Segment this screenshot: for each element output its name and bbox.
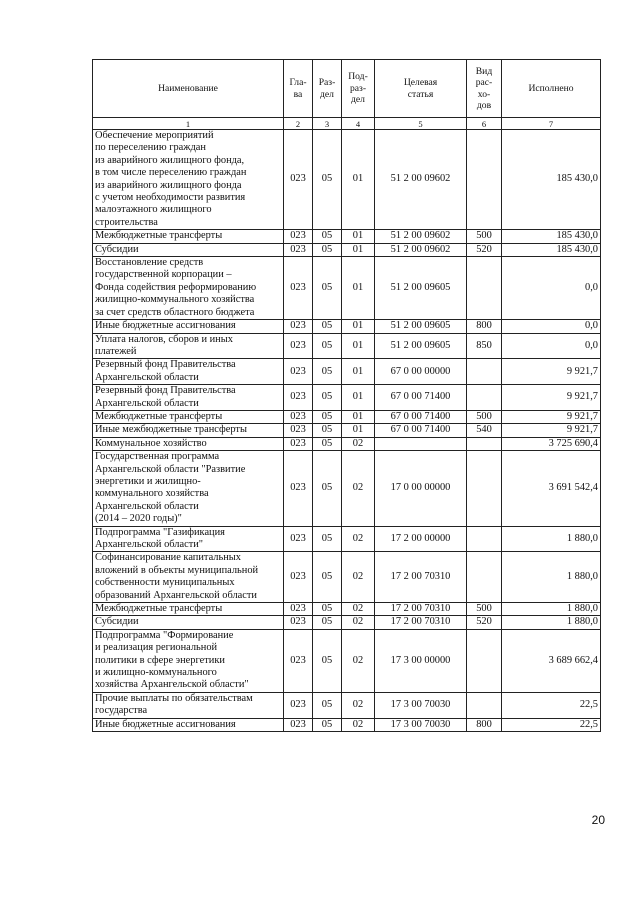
cell-amount: 9 921,7 [502, 410, 601, 423]
column-number: 7 [502, 118, 601, 130]
cell-amount: 3 691 542,4 [502, 451, 601, 526]
cell-amount: 0,0 [502, 257, 601, 320]
cell-razdel: 05 [313, 629, 342, 692]
cell-vid [467, 451, 502, 526]
cell-article: 17 0 00 00000 [375, 451, 467, 526]
cell-razdel: 05 [313, 692, 342, 718]
cell-razdel: 05 [313, 333, 342, 359]
cell-podrazdel: 01 [342, 230, 375, 243]
column-number-row [93, 118, 601, 130]
cell-razdel: 05 [313, 437, 342, 450]
cell-amount: 185 430,0 [502, 230, 601, 243]
table-row [93, 424, 601, 437]
cell-vid: 520 [467, 616, 502, 629]
cell-amount: 1 880,0 [502, 616, 601, 629]
cell-podrazdel: 01 [342, 243, 375, 256]
cell-razdel: 05 [313, 385, 342, 411]
cell-vid [467, 629, 502, 692]
cell-name: Государственная программа Архангельской области "Развитие энергетики и жилищно- коммунального хозяйства Архангельской области (2014 – 2020 годы)" [93, 451, 284, 526]
cell-podrazdel: 01 [342, 130, 375, 230]
budget-table [92, 59, 601, 732]
column-number: 2 [284, 118, 313, 130]
cell-amount: 0,0 [502, 320, 601, 333]
cell-article: 51 2 00 09605 [375, 320, 467, 333]
cell-name: Иные бюджетные ассигнования [93, 718, 284, 731]
table-row [93, 230, 601, 243]
cell-razdel: 05 [313, 552, 342, 603]
table-row [93, 629, 601, 692]
cell-name: Восстановление средств государственной корпорации – Фонда содействия реформированию жилищно-коммунального хозяйства за счет средств областного бюджета [93, 257, 284, 320]
cell-article: 67 0 00 71400 [375, 385, 467, 411]
cell-article: 51 2 00 09602 [375, 130, 467, 230]
column-number: 4 [342, 118, 375, 130]
table-row [93, 526, 601, 552]
cell-glava: 023 [284, 320, 313, 333]
cell-article: 51 2 00 09605 [375, 333, 467, 359]
cell-amount: 9 921,7 [502, 385, 601, 411]
cell-vid [467, 257, 502, 320]
cell-razdel: 05 [313, 718, 342, 731]
cell-glava: 023 [284, 603, 313, 616]
table-row [93, 320, 601, 333]
cell-glava: 023 [284, 359, 313, 385]
cell-article: 17 2 00 70310 [375, 552, 467, 603]
cell-amount: 22,5 [502, 692, 601, 718]
cell-name: Иные бюджетные ассигнования [93, 320, 284, 333]
cell-vid [467, 385, 502, 411]
table-row [93, 130, 601, 230]
cell-article: 51 2 00 09605 [375, 257, 467, 320]
cell-article: 51 2 00 09602 [375, 230, 467, 243]
cell-podrazdel: 01 [342, 333, 375, 359]
cell-vid [467, 526, 502, 552]
cell-podrazdel: 01 [342, 320, 375, 333]
cell-amount: 9 921,7 [502, 424, 601, 437]
cell-podrazdel: 02 [342, 451, 375, 526]
cell-glava: 023 [284, 692, 313, 718]
cell-article: 67 0 00 00000 [375, 359, 467, 385]
cell-glava: 023 [284, 385, 313, 411]
column-number: 6 [467, 118, 502, 130]
cell-vid [467, 552, 502, 603]
table-row [93, 603, 601, 616]
cell-glava: 023 [284, 437, 313, 450]
cell-amount: 9 921,7 [502, 359, 601, 385]
cell-vid: 500 [467, 603, 502, 616]
cell-vid [467, 437, 502, 450]
cell-razdel: 05 [313, 130, 342, 230]
cell-article: 67 0 00 71400 [375, 424, 467, 437]
cell-name: Обеспечение мероприятий по переселению граждан из аварийного жилищного фонда, в том числе переселению граждан из аварийного жилищного фонда с учетом необходимости развития малоэтажного жилищного строительства [93, 130, 284, 230]
cell-article: 17 3 00 00000 [375, 629, 467, 692]
cell-glava: 023 [284, 424, 313, 437]
cell-article: 51 2 00 09602 [375, 243, 467, 256]
table-row [93, 451, 601, 526]
cell-vid: 500 [467, 230, 502, 243]
table-row [93, 616, 601, 629]
cell-razdel: 05 [313, 616, 342, 629]
cell-razdel: 05 [313, 603, 342, 616]
header-name: Наименование [93, 60, 284, 118]
cell-glava: 023 [284, 410, 313, 423]
cell-name: Субсидии [93, 243, 284, 256]
cell-podrazdel: 02 [342, 552, 375, 603]
cell-article [375, 437, 467, 450]
cell-glava: 023 [284, 257, 313, 320]
column-number: 1 [93, 118, 284, 130]
cell-article: 17 2 00 70310 [375, 616, 467, 629]
cell-amount: 22,5 [502, 718, 601, 731]
cell-glava: 023 [284, 333, 313, 359]
table-row [93, 552, 601, 603]
cell-name: Иные межбюджетные трансферты [93, 424, 284, 437]
cell-amount: 1 880,0 [502, 552, 601, 603]
cell-podrazdel: 01 [342, 424, 375, 437]
cell-name: Прочие выплаты по обязательствам государства [93, 692, 284, 718]
header-podrazdel: Под- раз- дел [342, 60, 375, 118]
cell-razdel: 05 [313, 257, 342, 320]
table-row [93, 385, 601, 411]
cell-name: Межбюджетные трансферты [93, 410, 284, 423]
cell-razdel: 05 [313, 451, 342, 526]
cell-podrazdel: 01 [342, 385, 375, 411]
cell-podrazdel: 01 [342, 410, 375, 423]
cell-amount: 3 689 662,4 [502, 629, 601, 692]
table-row [93, 243, 601, 256]
table-row [93, 718, 601, 731]
cell-glava: 023 [284, 718, 313, 731]
table-row [93, 410, 601, 423]
header-amount: Исполнено [502, 60, 601, 118]
cell-amount: 0,0 [502, 333, 601, 359]
table-row [93, 359, 601, 385]
cell-vid: 800 [467, 320, 502, 333]
cell-name: Софинансирование капитальных вложений в объекты муниципальной собственности муниципальных образований Архангельской области [93, 552, 284, 603]
column-number: 3 [313, 118, 342, 130]
cell-podrazdel: 02 [342, 526, 375, 552]
cell-name: Подпрограмма "Формирование и реализация региональной политики в сфере энергетики и жилищно-коммунального хозяйства Архангельской области" [93, 629, 284, 692]
table-row [93, 692, 601, 718]
cell-glava: 023 [284, 230, 313, 243]
cell-amount: 3 725 690,4 [502, 437, 601, 450]
table-row [93, 257, 601, 320]
cell-glava: 023 [284, 130, 313, 230]
cell-amount: 1 880,0 [502, 603, 601, 616]
column-number: 5 [375, 118, 467, 130]
table-row [93, 333, 601, 359]
cell-name: Межбюджетные трансферты [93, 603, 284, 616]
cell-glava: 023 [284, 629, 313, 692]
cell-name: Резервный фонд Правительства Архангельской области [93, 385, 284, 411]
cell-article: 17 2 00 70310 [375, 603, 467, 616]
header-article: Целевая статья [375, 60, 467, 118]
cell-vid: 500 [467, 410, 502, 423]
cell-glava: 023 [284, 552, 313, 603]
page-number: 20 [591, 813, 605, 827]
cell-podrazdel: 02 [342, 718, 375, 731]
cell-razdel: 05 [313, 526, 342, 552]
cell-glava: 023 [284, 451, 313, 526]
table-body [93, 130, 601, 732]
cell-amount: 185 430,0 [502, 130, 601, 230]
cell-name: Резервный фонд Правительства Архангельской области [93, 359, 284, 385]
cell-razdel: 05 [313, 410, 342, 423]
cell-name: Уплата налогов, сборов и иных платежей [93, 333, 284, 359]
cell-vid: 800 [467, 718, 502, 731]
cell-glava: 023 [284, 243, 313, 256]
header-glava: Гла- ва [284, 60, 313, 118]
cell-vid [467, 359, 502, 385]
cell-name: Субсидии [93, 616, 284, 629]
cell-razdel: 05 [313, 359, 342, 385]
cell-glava: 023 [284, 526, 313, 552]
cell-vid: 850 [467, 333, 502, 359]
header-vid: Вид рас- хо- дов [467, 60, 502, 118]
cell-podrazdel: 02 [342, 603, 375, 616]
header-row [93, 60, 601, 118]
cell-name: Межбюджетные трансферты [93, 230, 284, 243]
cell-razdel: 05 [313, 230, 342, 243]
cell-vid [467, 130, 502, 230]
cell-razdel: 05 [313, 424, 342, 437]
table-row [93, 437, 601, 450]
cell-podrazdel: 02 [342, 629, 375, 692]
cell-podrazdel: 02 [342, 692, 375, 718]
cell-vid [467, 692, 502, 718]
cell-article: 17 3 00 70030 [375, 718, 467, 731]
cell-razdel: 05 [313, 243, 342, 256]
cell-amount: 185 430,0 [502, 243, 601, 256]
cell-vid: 520 [467, 243, 502, 256]
cell-name: Коммунальное хозяйство [93, 437, 284, 450]
cell-article: 17 3 00 70030 [375, 692, 467, 718]
cell-podrazdel: 02 [342, 616, 375, 629]
cell-article: 67 0 00 71400 [375, 410, 467, 423]
cell-glava: 023 [284, 616, 313, 629]
cell-article: 17 2 00 00000 [375, 526, 467, 552]
cell-podrazdel: 02 [342, 437, 375, 450]
cell-podrazdel: 01 [342, 359, 375, 385]
cell-name: Подпрограмма "Газификация Архангельской области" [93, 526, 284, 552]
cell-vid: 540 [467, 424, 502, 437]
cell-podrazdel: 01 [342, 257, 375, 320]
cell-razdel: 05 [313, 320, 342, 333]
header-razdel: Раз- дел [313, 60, 342, 118]
cell-amount: 1 880,0 [502, 526, 601, 552]
